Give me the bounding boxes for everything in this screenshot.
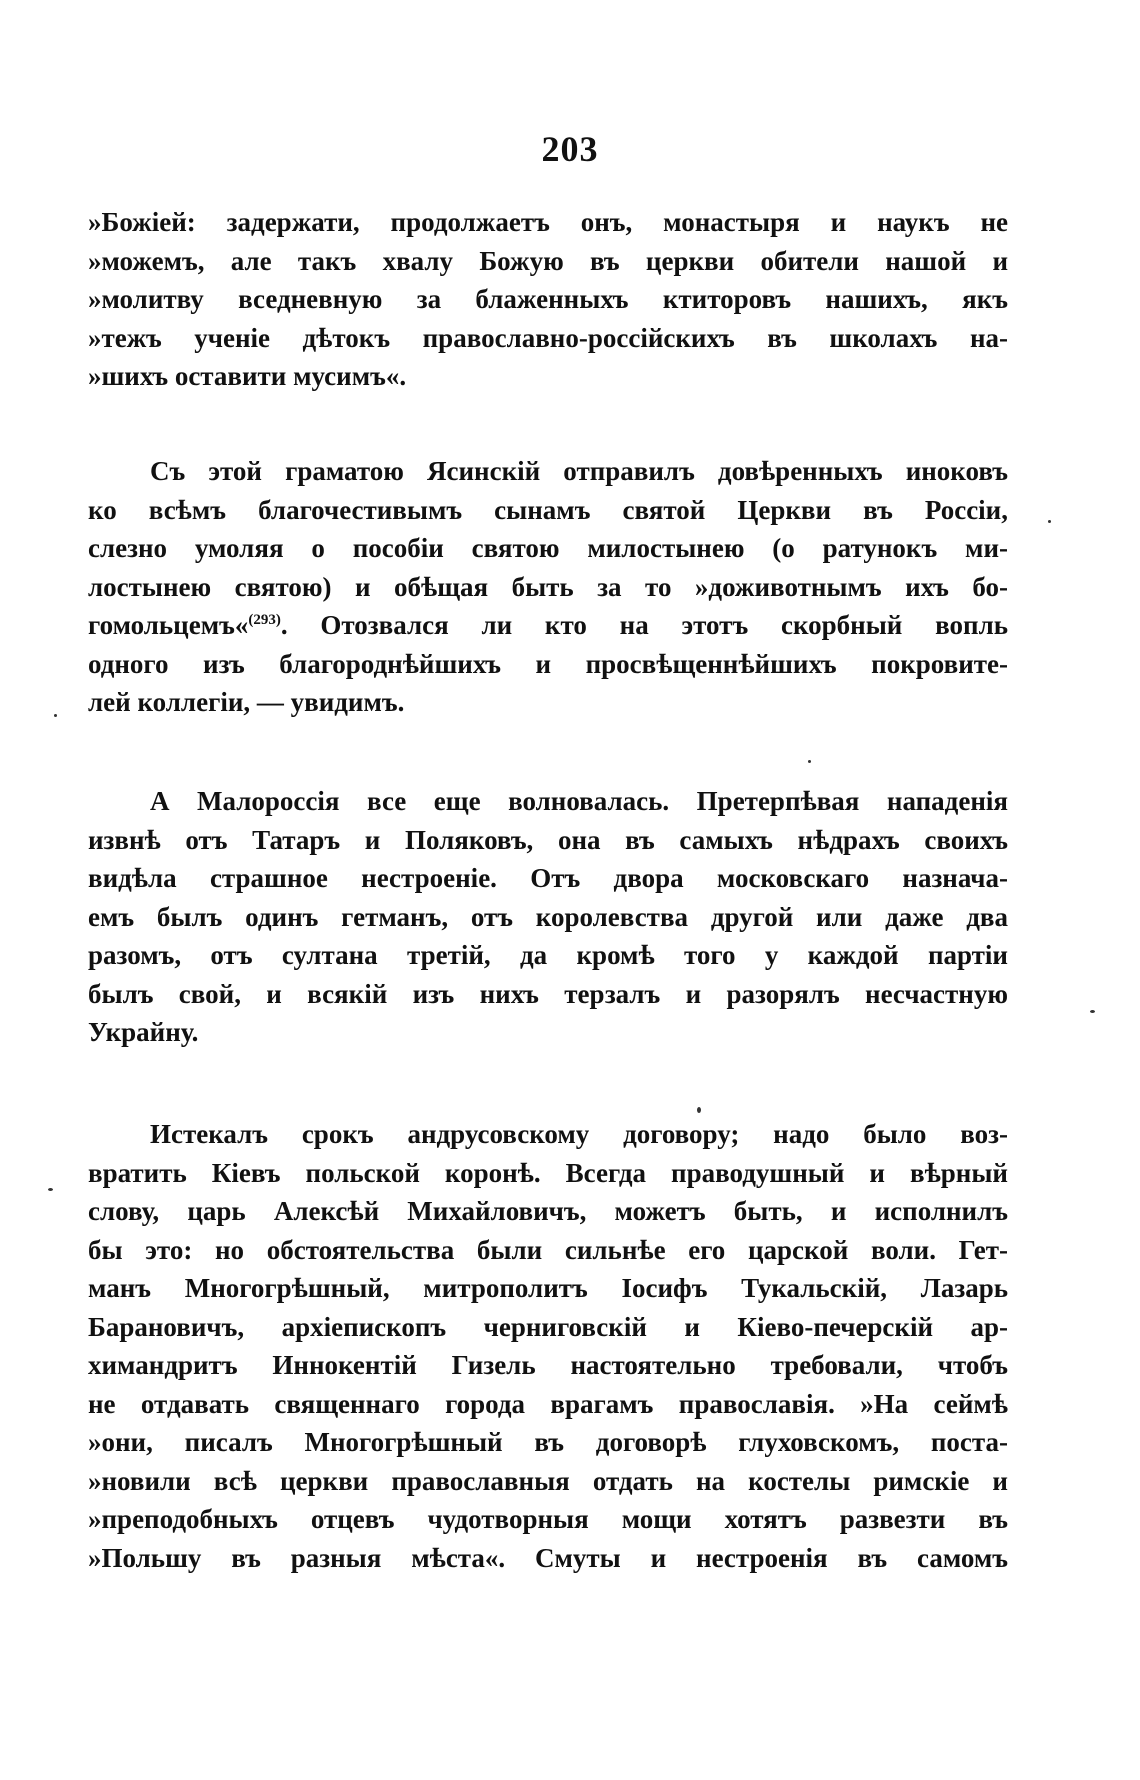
text-line: лей коллегіи, — увидимъ. — [88, 687, 405, 717]
text-line: былъ свой, и всякій изъ нихъ терзалъ и разорялъ несчастную — [88, 978, 1008, 1009]
text-line: разомъ, отъ султана третій, да кромѣ того у каждой партіи — [88, 940, 1008, 970]
paragraph-3 — [88, 782, 1008, 1052]
text-line: манъ Многогрѣшный, митрополитъ Іосифъ Тукальскій, Лазарь — [88, 1273, 1008, 1303]
text-line: бы это: но обстоятельства были сильнѣе его царской воли. Гет- — [88, 1234, 1008, 1265]
text-line: химандритъ Иннокентій Гизель настоятельно требовали, чтобъ — [88, 1350, 1008, 1380]
text-line: »Божіей: задержати, продолжаетъ онъ, монастыря и наукъ не — [88, 207, 1008, 237]
scan-speck — [48, 1188, 53, 1191]
footnote-reference: (293) — [248, 612, 281, 628]
text-line: не отдавать священнаго города врагамъ православія. »На сеймѣ — [88, 1388, 1008, 1419]
scan-speck — [808, 760, 811, 763]
text-line: »преподобныхъ отцевъ чудотворныя мощи хотятъ развезти въ — [88, 1504, 1008, 1534]
text-line-with-footnote: гомольцемъ«$^{(293)}$. Отозвался ли кто на этотъ скорбный вопль — [88, 610, 1008, 640]
text-line: Съ этой граматою Ясинскій отправилъ довѣренныхъ иноковъ — [150, 456, 1008, 486]
scan-speck — [1090, 1010, 1095, 1013]
text-line: слезно умоляя о пособіи святою милостынею (о ратунокъ ми- — [88, 533, 1008, 563]
paragraph-4 — [88, 1115, 1008, 1577]
text-line: »молитву вседневную за блаженныхъ ктиторовъ нашихъ, якъ — [88, 284, 1008, 314]
text-line: извнѣ отъ Татаръ и Поляковъ, она въ самыхъ нѣдрахъ своихъ — [88, 824, 1008, 855]
scan-speck — [1048, 520, 1051, 523]
text-line: »они, писалъ Многогрѣшный въ договорѣ глуховскомъ, поста- — [88, 1427, 1008, 1457]
text-line: Истекалъ срокъ андрусовскому договору; надо было воз- — [150, 1119, 1008, 1149]
text-line: видѣла страшное нестроеніе. Отъ двора московскаго назнача- — [88, 863, 1008, 893]
text-line: одного изъ благороднѣйшихъ и просвѣщеннѣйшихъ покровите- — [88, 648, 1008, 679]
paragraph-2 — [88, 452, 1008, 722]
text-line: »Польшу въ разныя мѣста«. Смуты и нестроенія въ самомъ — [88, 1542, 1008, 1573]
scan-speck — [54, 714, 57, 717]
text-line: А Малороссія все еще волновалась. Претерпѣвая нападенія — [150, 786, 1008, 816]
page-number: 203 — [541, 129, 599, 169]
text-line: »можемъ, але такъ хвалу Божую въ церкви обители нашой и — [88, 245, 1008, 276]
text-line: »тежъ ученіе дѣтокъ православно-россійскихъ въ школахъ на- — [88, 322, 1008, 353]
scan-speck — [697, 1107, 701, 1113]
line-start: гомольцемъ« — [88, 610, 249, 640]
text-line: Барановичъ, архіепископъ черниговскій и Кіево-печерскій ар- — [88, 1311, 1008, 1342]
text-line: емъ былъ одинъ гетманъ, отъ королевства другой или даже два — [88, 901, 1008, 932]
text-line: ко всѣмъ благочестивымъ сынамъ святой Церкви въ Россіи, — [88, 494, 1008, 525]
text-line: лостынею святою) и обѣщая быть за то »доживотнымъ ихъ бо- — [88, 571, 1008, 602]
text-line: »шихъ оставити мусимъ«. — [88, 361, 407, 391]
text-line: Украйну. — [88, 1017, 199, 1047]
text-line: слову, царь Алексѣй Михайловичъ, можетъ быть, и исполнилъ — [88, 1196, 1008, 1226]
text-line: »новили всѣ церкви православныя отдать на костелы римскіе и — [88, 1465, 1008, 1496]
paragraph-1 — [88, 203, 1008, 396]
line-rest: Отозвался ли кто на этотъ скорбный вопль — [320, 610, 1008, 640]
text-line: вратить Кіевъ польской коронѣ. Всегда праводушный и вѣрный — [88, 1157, 1008, 1188]
